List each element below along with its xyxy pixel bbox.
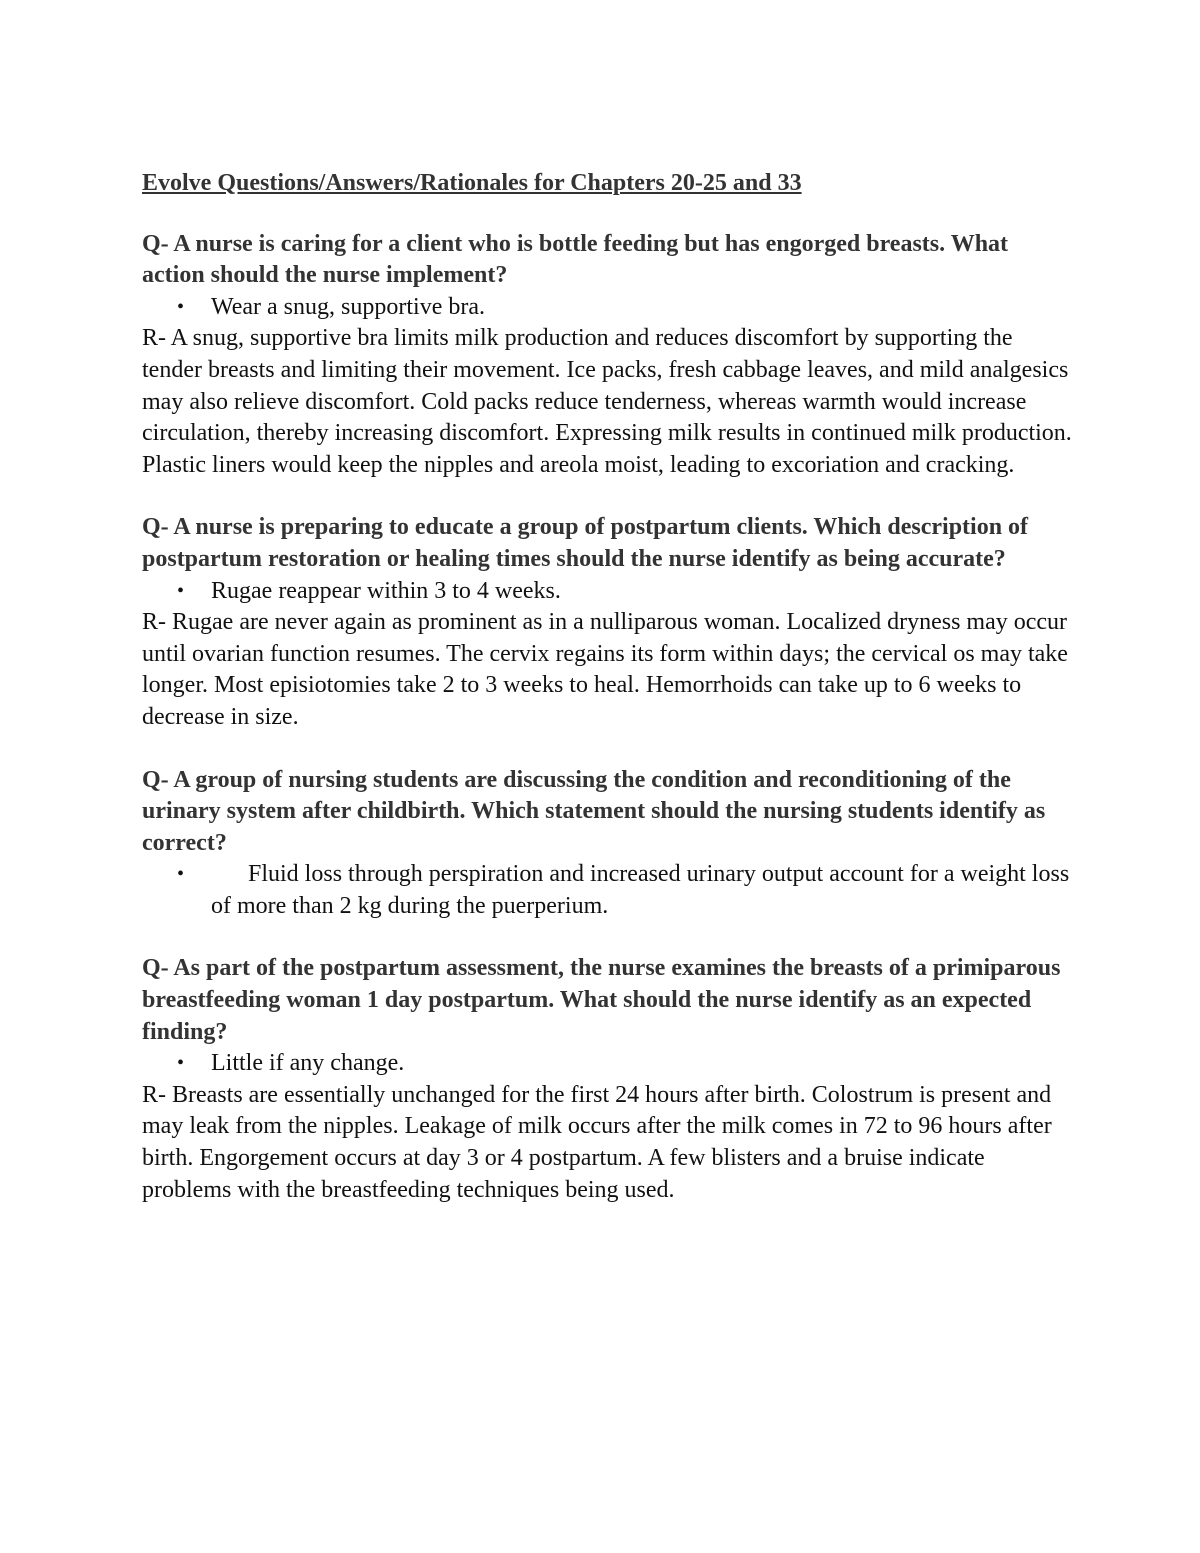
answer-list: [142, 292, 1072, 324]
bullet-icon: •: [177, 295, 185, 318]
answer-item: [142, 859, 1072, 922]
rationale-text: R- Rugae are never again as prominent as in a nulliparous woman. Localized dryness may occur until ovarian function resumes. The cervix regains its form within days; the cervical os may take longer. Most episiotomies take 2 to 3 weeks to heal. Hemorrhoids can take up to 6 weeks to decrease in size.: [142, 609, 1068, 730]
question-text: Q- As part of the postpartum assessment, the nurse examines the breasts of a primiparous breastfeeding woman 1 day postpartum. What should the nurse identify as an expected finding?: [142, 955, 1061, 1045]
answer-item: [142, 292, 1072, 324]
qa-block-3: [142, 765, 1072, 923]
bullet-icon: •: [177, 863, 185, 886]
answer-item: [142, 1048, 1072, 1080]
answer-list: [142, 859, 1072, 922]
rationale-text: R- A snug, supportive bra limits milk production and reduces discomfort by supporting the tender breasts and limiting their movement. Ice packs, fresh cabbage leaves, and mild analgesics may also relieve discomfort. Cold packs reduce tenderness, whereas warmth would increase circulation, thereby increasing discomfort. Expressing milk results in continued milk production. Plastic liners would keep the nipples and areola moist, leading to excoriation and cracking.: [142, 325, 1072, 478]
bullet-icon: •: [177, 579, 185, 602]
rationale-text: R- Breasts are essentially unchanged for the first 24 hours after birth. Colostrum is present and may leak from the nipples. Leakage of milk occurs after the milk comes in 72 to 96 hours after birth. Engorgement occurs at day 3 or 4 postpartum. A few blisters and a bruise indicate problems with the breastfeeding techniques being used.: [142, 1081, 1052, 1203]
answer-text: Rugae reappear within 3 to 4 weeks.: [211, 577, 561, 604]
answer-text: Wear a snug, supportive bra.: [211, 293, 485, 320]
qa-block-2: [142, 512, 1072, 733]
bullet-icon: •: [177, 1052, 185, 1075]
document-title: Evolve Questions/Answers/Rationales for Chapters 20-25 and 33: [142, 170, 802, 196]
answer-text: Fluid loss through perspiration and increased urinary output account for a weight loss of more than 2 kg during the puerperium.: [211, 861, 1070, 919]
qa-block-1: [142, 229, 1072, 482]
answer-text: Little if any change.: [211, 1050, 405, 1077]
question-text: Q- A group of nursing students are discussing the condition and reconditioning of the urinary system after childbirth. Which statement should the nursing students identify as correct?: [142, 766, 1046, 856]
question-text: Q- A nurse is preparing to educate a group of postpartum clients. Which description of postpartum restoration or healing times should the nurse identify as being accurate?: [142, 514, 1029, 572]
document-page: [142, 168, 1072, 1237]
answer-item: [142, 576, 1072, 608]
question-text: Q- A nurse is caring for a client who is bottle feeding but has engorged breasts. What action should the nurse implement?: [142, 230, 1009, 289]
answer-list: [142, 1048, 1072, 1080]
qa-block-4: [142, 953, 1072, 1206]
answer-list: [142, 576, 1072, 608]
